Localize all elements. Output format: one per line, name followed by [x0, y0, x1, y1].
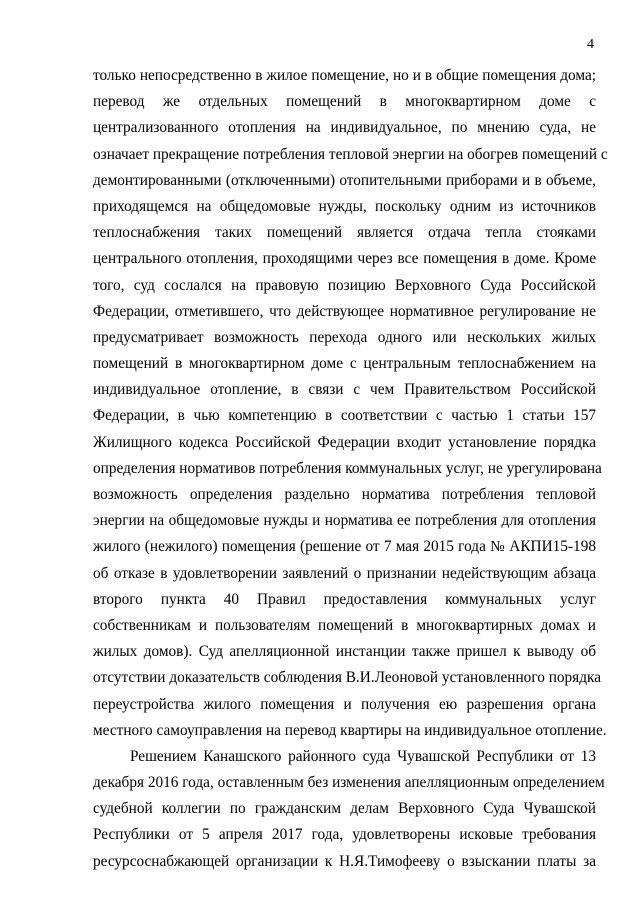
text-line: помещений в многоквартирном доме с центральным теплоснабжением на [93, 355, 596, 373]
text-line: Федерации, в чью компетенцию в соответствии с частью 1 статьи 157 [93, 407, 596, 425]
text-line: определения нормативов потребления коммунальных услуг, не урегулирована [93, 459, 602, 477]
text-line: энергии на общедомовые нужды и норматива ее потребления для отопления [93, 512, 596, 530]
text-line: Решением Канашского районного суда Чувашской Республики от 13 [130, 747, 596, 765]
text-line: того, суд сослался на правовую позицию Верховного Суда Российской [93, 276, 596, 294]
text-line: предусматривает возможность перехода одного или нескольких жилых [93, 328, 596, 346]
text-line: декабря 2016 года, оставленным без изменения апелляционным определением [93, 774, 605, 792]
text-line: только непосредственно в жилое помещение, но и в общие помещения дома; [93, 67, 596, 84]
text-line: об отказе в удовлетворении заявлений о признании недействующим абзаца [93, 564, 596, 582]
text-line: означает прекращение потребления тепловой энергии на обогрев помещений с [93, 145, 608, 163]
text-line: индивидуальное отопление, в связи с чем Правительством Российской [93, 381, 596, 399]
text-line: приходящемся на общедомовые нужды, поскольку одним из источников [93, 197, 596, 215]
paragraph-1 [93, 63, 608, 744]
text-line: возможность определения раздельно норматива потребления тепловой [93, 486, 596, 503]
text-line: перевод же отдельных помещений в многоквартирном доме с [93, 93, 596, 111]
paragraph-2 [93, 744, 605, 875]
text-line: Жилищного кодекса Российской Федерации входит установление порядка [93, 433, 596, 451]
text-line: ресурсоснабжающей организации к Н.Я.Тимофееву о взыскании платы за [93, 852, 596, 870]
text-line: второго пункта 40 Правил предоставления коммунальных услуг [93, 590, 596, 608]
page-number: 4 [587, 37, 594, 52]
text-line: теплоснабжения таких помещений является отдача тепла стояками [93, 224, 596, 242]
text-line: централизованного отопления на индивидуальное, по мнению суда, не [93, 119, 596, 137]
text-line: переустройства жилого помещения и получения ею разрешения органа [93, 695, 596, 713]
text-line: отсутствии доказательств соблюдения В.И.Леоновой установленного порядка [93, 669, 601, 687]
text-line: местного самоуправления на перевод квартиры на индивидуальное отопление. [93, 721, 607, 739]
text-line: Республики от 5 апреля 2017 года, удовлетворены исковые требования [93, 826, 596, 844]
text-line: жилых домов). Суд апелляционной инстанции также пришел к выводу об [93, 643, 596, 661]
text-line: жилого (нежилого) помещения (решение от 7 мая 2015 года № АКПИ15-198 [93, 538, 596, 556]
text-line: собственникам и пользователям помещений в многоквартирных домах и [93, 616, 596, 634]
document-body [93, 63, 608, 875]
text-line: демонтированными (отключенными) отопительными приборами и в объеме, [93, 171, 596, 189]
text-line: Федерации, отметившего, что действующее нормативное регулирование не [93, 302, 596, 320]
text-line: судебной коллегии по гражданским делам Верховного Суда Чувашской [93, 800, 596, 818]
text-line: центрального отопления, проходящими через все помещения в доме. Кроме [93, 250, 596, 268]
